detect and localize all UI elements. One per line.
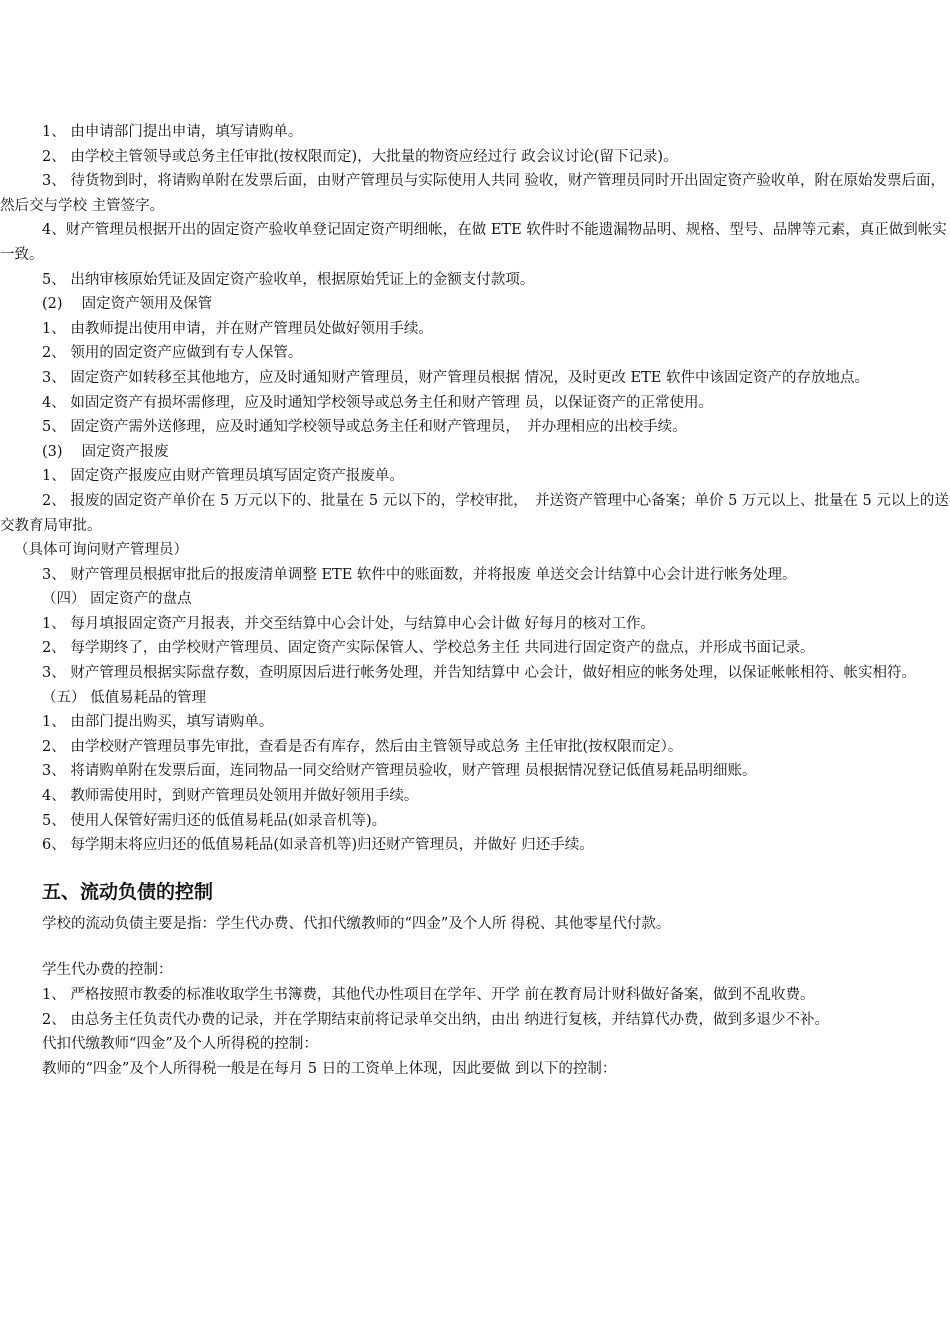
section-heading: (3) 固定资产报废 bbox=[42, 443, 169, 460]
section-heading: (2) 固定资产领用及保管 bbox=[42, 296, 213, 313]
paragraph: 1、 固定资产报废应由财产管理员填写固定资产报废单。 bbox=[42, 468, 404, 485]
paragraph: 教师的“四金”及个人所得税一般是在每月 5 日的工资单上体现，因此要做 到以下的控制： bbox=[42, 1060, 617, 1077]
section-heading: （五） 低值易耗品的管理 bbox=[42, 689, 207, 706]
chapter-heading: 五、流动负债的控制 bbox=[42, 880, 214, 903]
paragraph: 1、 由申请部门提出申请，填写请购单。 bbox=[42, 124, 303, 140]
paragraph: 代扣代缴教师“四金”及个人所得税的控制： bbox=[42, 1036, 318, 1053]
paragraph: 1、 严格按照市教委的标准收取学生书簿费，其他代办性项目在学年、开学 前在教育局计财科做好备案，做到不乱收费。 bbox=[42, 987, 815, 1003]
paragraph: 5、 固定资产需外送修理，应及时通知学校领导或总务主任和财产管理员， 并办理相应的出校手续。 bbox=[42, 419, 687, 436]
section-heading: （四） 固定资产的盘点 bbox=[42, 591, 192, 608]
paragraph: 3、 固定资产如转移至其他地方，应及时通知财产管理员，财产管理员根据 情况，及时更改 ETE 软件中该固定资产的存放地点。 bbox=[42, 369, 869, 386]
paragraph: 学生代办费的控制： bbox=[42, 962, 173, 979]
paragraph: 4、 教师需使用时，到财产管理员处领用并做好领用手续。 bbox=[42, 788, 419, 805]
paragraph: 2、 由学校财产管理员事先审批，查看是否有库存，然后由主管领导或总务 主任审批(按权限而定）。 bbox=[42, 738, 683, 755]
paragraph: 3、 待货物到时，将请购单附在发票后面，由财产管理员与实际使用人共同 验收，财产管理员同时开出固定资产验收单，附在原始发票后面，然后交与学校 主管签字。 bbox=[0, 173, 945, 214]
paragraph: 1、 由部门提出购买，填写请购单。 bbox=[42, 714, 274, 731]
paragraph: 2、 报废的固定资产单价在 5 万元以下的、批量在 5 元以下的，学校审批， 并送资产管理中心备案；单价 5 万元以上、批量在 5 元以上的送交教育局审批。 bbox=[0, 492, 949, 534]
paragraph: 2、 由学校主管领导或总务主任审批(按权限而定)，大批量的物资应经过行 政会议讨论(留下记录)。 bbox=[42, 148, 678, 165]
paragraph: 3、 财产管理员根据审批后的报废清单调整 ETE 软件中的账面数，并将报废 单送交会计结算中心会计进行帐务处理。 bbox=[42, 566, 797, 583]
paragraph: 6、 每学期末将应归还的低值易耗品(如录音机等)归还财产管理员，并做好 归还手续。 bbox=[42, 837, 594, 854]
paragraph: 4、财产管理员根据开出的固定资产验收单登记固定资产明细帐，在做 ETE 软件时不能遗漏物品明、规格、型号、品牌等元素，真正做到帐实一致。 bbox=[0, 222, 947, 263]
paragraph-note: （具体可询问财产管理员） bbox=[14, 542, 188, 559]
paragraph: 1、 每月填报固定资产月报表，并交至结算中心会计处，与结算申心会计做 好每月的核对工作。 bbox=[42, 615, 655, 632]
paragraph: 3、 财产管理员根据实际盘存数，查明原因后进行帐务处理，并告知结算中 心会计，做好相应的帐务处理，以保证帐帐相符、帐实相符。 bbox=[42, 665, 916, 682]
paragraph: 1、 由教师提出使用申请，并在财产管理员处做好领用手续。 bbox=[42, 320, 433, 337]
paragraph: 3、 将请购单附在发票后面，连同物品一同交给财产管理员验收，财产管理 员根据情况登记低值易耗品明细账。 bbox=[42, 763, 757, 780]
paragraph: 5、 出纳审核原始凭证及固定资产验收单，根据原始凭证上的金额支付款项。 bbox=[42, 271, 535, 288]
paragraph: 2、 由总务主任负责代办费的记录，并在学期结束前将记录单交出纳，由出 纳进行复核，并结算代办费，做到多退少不补。 bbox=[42, 1011, 829, 1028]
spacer bbox=[0, 936, 950, 958]
document-body bbox=[0, 120, 950, 1081]
paragraph: 学校的流动负债主要是指：学生代办费、代扣代缴教师的“四金”及个人所 得税、其他零星代付款。 bbox=[42, 915, 671, 932]
paragraph: 4、 如固定资产有损坏需修理，应及时通知学校领导或总务主任和财产管理 员，以保证资产的正常使用。 bbox=[42, 394, 713, 411]
paragraph: 2、 每学期终了，由学校财产管理员、固定资产实际保管人、学校总务主任 共同进行固定资产的盘点，并形成书面记录。 bbox=[42, 640, 815, 657]
paragraph: 2、 领用的固定资产应做到有专人保管。 bbox=[42, 345, 303, 362]
paragraph: 5、 使用人保管好需归还的低值易耗品(如录音机等)。 bbox=[42, 812, 387, 829]
